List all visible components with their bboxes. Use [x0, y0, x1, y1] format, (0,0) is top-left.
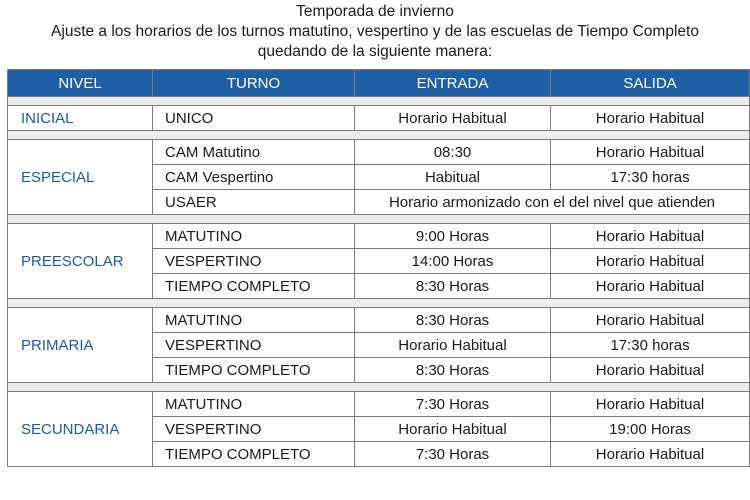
table-row	[8, 392, 750, 417]
group-separator	[8, 97, 750, 106]
salida-cell: Horario Habitual	[551, 224, 750, 249]
salida-cell: Horario Habitual	[551, 442, 750, 467]
group-separator	[8, 383, 750, 392]
table-row	[8, 106, 750, 131]
turno-cell: VESPERTINO	[153, 249, 355, 274]
salida-cell: Horario Habitual	[551, 358, 750, 383]
entrada-cell: 8:30 Horas	[355, 358, 551, 383]
document-heading	[0, 0, 750, 62]
salida-cell: Horario Habitual	[551, 308, 750, 333]
nivel-cell: SECUNDARIA	[8, 392, 153, 467]
turno-cell: CAM Vespertino	[153, 165, 355, 190]
salida-cell: 19:00 Horas	[551, 417, 750, 442]
group-separator	[8, 131, 750, 140]
entrada-cell: 08:30	[355, 140, 551, 165]
entrada-cell: Horario Habitual	[355, 417, 551, 442]
salida-cell: Horario Habitual	[551, 274, 750, 299]
entrada-cell: Horario Habitual	[355, 333, 551, 358]
schedule-table	[7, 69, 750, 467]
header-turno: TURNO	[153, 70, 355, 97]
separator-cell	[8, 131, 750, 140]
nivel-cell: INICIAL	[8, 106, 153, 131]
turno-cell: UNICO	[153, 106, 355, 131]
turno-cell: USAER	[153, 190, 355, 215]
table-row	[8, 140, 750, 165]
table-row	[8, 308, 750, 333]
salida-cell: 17:30 horas	[551, 165, 750, 190]
turno-cell: VESPERTINO	[153, 333, 355, 358]
header-salida: SALIDA	[551, 70, 750, 97]
entrada-cell: 9:00 Horas	[355, 224, 551, 249]
nivel-cell: PREESCOLAR	[8, 224, 153, 299]
table-row	[8, 224, 750, 249]
table-header-row	[8, 70, 750, 97]
turno-cell: TIEMPO COMPLETO	[153, 274, 355, 299]
heading-subtitle-cont: quedando de la siguiente manera:	[257, 43, 493, 60]
separator-cell	[8, 97, 750, 106]
separator-cell	[8, 383, 750, 392]
turno-cell: TIEMPO COMPLETO	[153, 358, 355, 383]
entrada-cell: 8:30 Horas	[355, 274, 551, 299]
salida-cell: 17:30 horas	[551, 333, 750, 358]
nivel-cell: ESPECIAL	[8, 140, 153, 215]
schedule-body	[8, 97, 750, 467]
salida-cell: Horario Habitual	[551, 140, 750, 165]
salida-cell: Horario Habitual	[551, 106, 750, 131]
salida-cell: Horario Habitual	[551, 392, 750, 417]
entrada-cell: 7:30 Horas	[355, 392, 551, 417]
group-separator	[8, 215, 750, 224]
entrada-cell: Habitual	[355, 165, 551, 190]
turno-cell: VESPERTINO	[153, 417, 355, 442]
entrada-cell: 14:00 Horas	[355, 249, 551, 274]
entrada-cell: Horario Habitual	[355, 106, 551, 131]
entrada-cell: 8:30 Horas	[355, 308, 551, 333]
nivel-cell: PRIMARIA	[8, 308, 153, 383]
turno-cell: MATUTINO	[153, 392, 355, 417]
separator-cell	[8, 215, 750, 224]
turno-cell: MATUTINO	[153, 308, 355, 333]
turno-cell: TIEMPO COMPLETO	[153, 442, 355, 467]
turno-cell: MATUTINO	[153, 224, 355, 249]
heading-subtitle: Ajuste a los horarios de los turnos matutino, vespertino y de las escuelas de Tiempo Completo	[51, 23, 699, 40]
group-separator	[8, 299, 750, 308]
turno-cell: CAM Matutino	[153, 140, 355, 165]
salida-cell: Horario Habitual	[551, 249, 750, 274]
header-entrada: ENTRADA	[355, 70, 551, 97]
separator-cell	[8, 299, 750, 308]
horario-merged-cell: Horario armonizado con el del nivel que atienden	[355, 190, 750, 215]
entrada-cell: 7:30 Horas	[355, 442, 551, 467]
heading-title: Temporada de invierno	[296, 3, 454, 20]
header-nivel: NIVEL	[8, 70, 153, 97]
